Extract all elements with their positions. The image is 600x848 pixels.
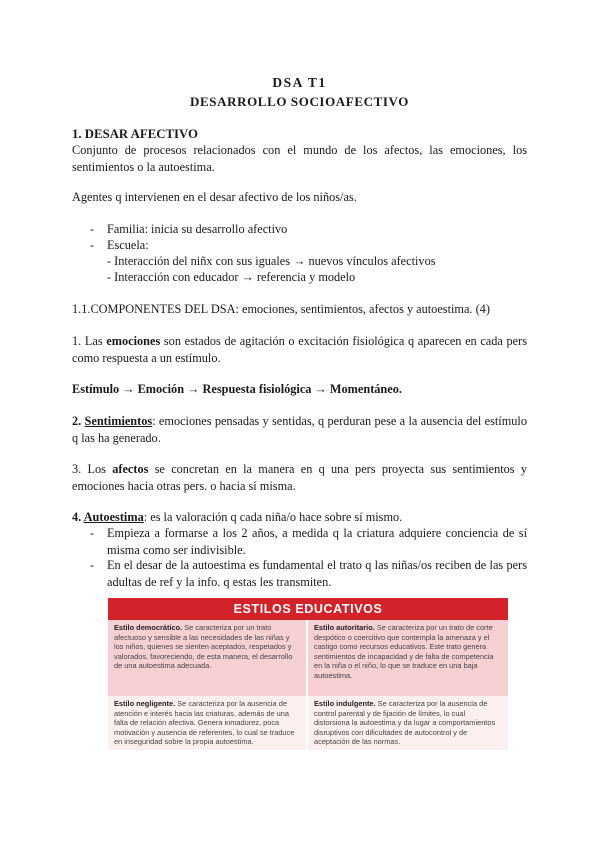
table-grid bbox=[108, 620, 508, 750]
style-description: Se caracteriza por un trato afectuoso y sensible a las necesidades de las niñas y los niños, quienes se sienten aceptados, respetados y valorados, favoreciendo, de esta manera, el desarrollo de una autoestima adecuada. bbox=[114, 623, 293, 671]
style-name: Estilo negligente. bbox=[114, 699, 176, 708]
paragraph-emociones bbox=[72, 333, 527, 367]
style-name: Estilo democrático. bbox=[114, 623, 183, 632]
section-heading-desar-afectivo: 1. DESAR AFECTIVO bbox=[72, 127, 198, 141]
autoestima-item-trato bbox=[90, 557, 527, 591]
cell-estilo-autoritario bbox=[308, 620, 508, 696]
list-item-text: Familia: inicia su desarrollo afectivo bbox=[107, 222, 288, 236]
list-item-text: Escuela: bbox=[107, 238, 149, 252]
term-sentimientos: Sentimientos bbox=[84, 414, 153, 428]
style-description: Se caracteriza por la ausencia de atención e interés hacia las criaturas, además de una falta de relación afectiva. Genera inmadurez, poca motivación y ausencia de referentes, lo cual se traduce en inseguridad sobre la propia autoestima. bbox=[114, 699, 295, 747]
style-description: Se caracteriza por un trato de corte despótico o coercitivo que contempla la amenaza y el castigo como recursos educativos. Este trato genera sentimientos de incapacidad y de falta de competencia en la niña o el niño, lo que se traduce en una baja autoestima. bbox=[314, 623, 494, 680]
components-heading: 1.1.COMPONENTES DEL DSA: emociones, sentimientos, afectos y autoestima. (4) bbox=[72, 302, 490, 316]
list-item-text: En el desar de la autoestima es fundamental el trato q las niñas/os reciben de las pers adultas de ref y la info. q estas les transmiten. bbox=[107, 558, 527, 589]
list-dash: - bbox=[90, 558, 95, 572]
cell-estilo-indulgente bbox=[308, 696, 508, 750]
paragraph-text: : emociones pensadas y sentidas, q perduran pese a la ausencia del estímulo q las ha generado. bbox=[72, 414, 527, 445]
paragraph-autoestima bbox=[72, 509, 527, 526]
document-title: DSA T1 bbox=[272, 75, 327, 90]
term-emociones: emociones bbox=[106, 334, 161, 348]
document-subtitle: DESARROLLO SOCIOAFECTIVO bbox=[190, 94, 409, 109]
list-dash: - bbox=[90, 222, 95, 236]
cell-estilo-negligente bbox=[108, 696, 308, 750]
list-dash: - bbox=[90, 526, 95, 540]
school-item-iguales: - Interacción del niñx con sus iguales → nuevos vínculos afectivos bbox=[107, 254, 436, 268]
paragraph-text: se concretan en la manera en q una pers proyecta sus sentimientos y emociones hacia otras pers. o hacia sí misma. bbox=[72, 462, 527, 493]
school-item-educador: - Interacción con educador → referencia y modelo bbox=[107, 270, 356, 284]
paragraph-sentimientos bbox=[72, 413, 527, 447]
style-description: Se caracteriza por la ausencia de control parental y de fijación de límites, lo cual distorsiona la autoestima y da lugar a comportamientos disruptivos con dificultades de autocontrol y de aceptación de las normas. bbox=[314, 699, 496, 747]
style-name: Estilo autoritario. bbox=[314, 623, 375, 632]
agent-item-familia bbox=[90, 221, 527, 238]
agent-item-escuela bbox=[90, 237, 527, 254]
paragraph-number: 3. Los bbox=[72, 462, 113, 476]
term-afectos: afectos bbox=[112, 462, 149, 476]
table-banner: ESTILOS EDUCATIVOS bbox=[108, 598, 508, 620]
agents-intro: Agentes q intervienen en el desar afectivo de los niños/as. bbox=[72, 190, 357, 204]
emotion-sequence: Estímulo → Emoción → Respuesta fisiológica → Momentáneo. bbox=[72, 382, 402, 396]
list-dash: - bbox=[90, 238, 95, 252]
paragraph-number: 1. Las bbox=[72, 334, 107, 348]
paragraph-text: : es la valoración q cada niña/o hace sobre sí mismo. bbox=[143, 510, 403, 524]
estilos-educativos-table bbox=[108, 598, 508, 750]
paragraph-text: son estados de agitación o excitación fisiológica q aparecen en cada pers como respuesta a un estímulo. bbox=[72, 334, 527, 365]
paragraph-afectos bbox=[72, 461, 527, 495]
paragraph-number: 2. bbox=[72, 414, 85, 428]
cell-estilo-democratico bbox=[108, 620, 308, 696]
term-autoestima: Autoestima bbox=[83, 510, 144, 524]
list-item-text: Empieza a formarse a los 2 años, a medida q la criatura adquiere conciencia de sí misma como ser indivisible. bbox=[107, 526, 527, 557]
desar-afectivo-definition: Conjunto de procesos relacionados con el mundo de los afectos, las emociones, los sentimientos o la autoestima. bbox=[72, 143, 527, 174]
paragraph-number: 4. bbox=[72, 510, 84, 524]
style-name: Estilo indulgente. bbox=[314, 699, 376, 708]
autoestima-item-edad bbox=[90, 525, 527, 559]
